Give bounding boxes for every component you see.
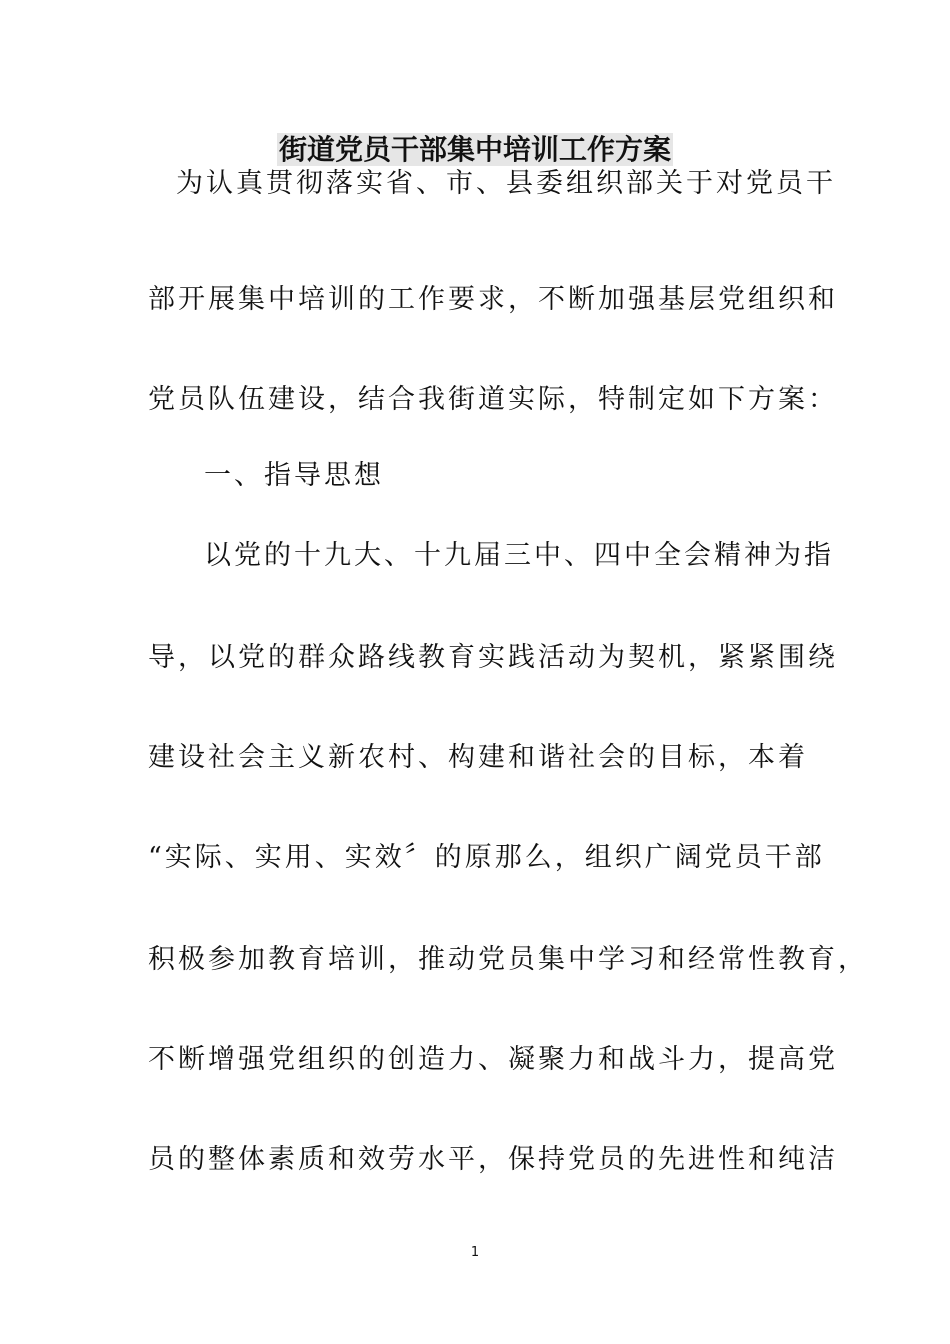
paragraph-line: 以党的十九大、十九届三中、四中全会精神为指 [204, 540, 834, 571]
page-number: 1 [470, 1245, 480, 1260]
paragraph-line: 为认真贯彻落实省、市、县委组织部关于对党员干 [176, 168, 836, 199]
paragraph-line: 不断增强党组织的创造力、凝聚力和战斗力，提高党 [148, 1044, 838, 1075]
paragraph-line: 党员队伍建设，结合我街道实际，特制定如下方案： [148, 384, 838, 415]
paragraph-line: 部开展集中培训的工作要求，不断加强基层党组织和 [148, 284, 838, 315]
paragraph-line: “实际、实用、实效〞的原那么，组织广阔党员干部 [148, 842, 825, 873]
paragraph-line: 导，以党的群众路线教育实践活动为契机，紧紧围绕 [148, 642, 838, 673]
paragraph-line: 积极参加教育培训，推动党员集中学习和经常性教育， [148, 944, 868, 975]
paragraph-line: 建设社会主义新农村、构建和谐社会的目标，本着 [148, 742, 808, 773]
document-title-text: 街道党员干部集中培训工作方案 [278, 133, 671, 166]
paragraph-line: 员的整体素质和效劳水平，保持党员的先进性和纯洁 [148, 1144, 838, 1175]
section-heading: 一、指导思想 [204, 460, 384, 491]
